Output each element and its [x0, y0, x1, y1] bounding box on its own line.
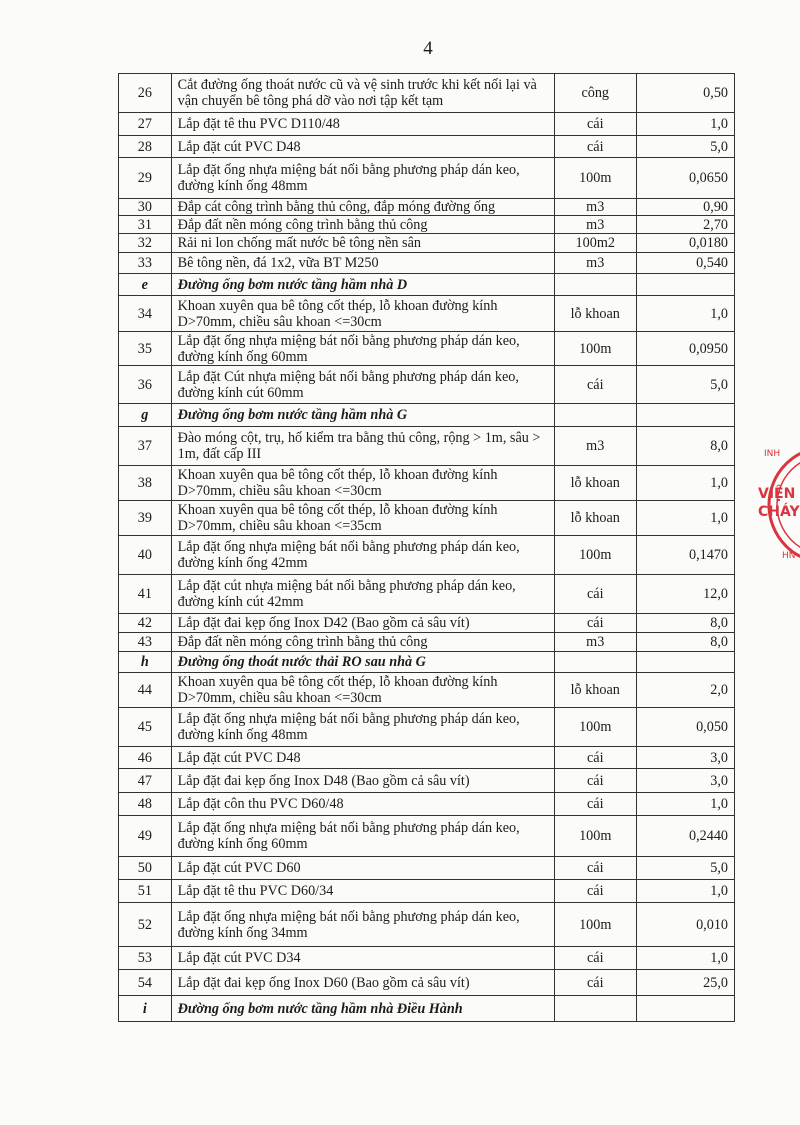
item-number: 50	[119, 857, 172, 880]
item-number: 49	[119, 816, 172, 857]
item-unit: cái	[554, 769, 636, 793]
item-number: 39	[119, 501, 172, 536]
item-unit: 100m	[554, 536, 636, 575]
item-quantity: 0,540	[636, 253, 734, 274]
item-unit: lỗ khoan	[554, 466, 636, 501]
table-row	[119, 793, 735, 816]
item-unit: m3	[554, 253, 636, 274]
item-number: 52	[119, 903, 172, 947]
table-row	[119, 466, 735, 501]
item-number: 51	[119, 880, 172, 903]
item-description: Đắp cát công trình bằng thủ công, đắp móng đường ống	[171, 199, 554, 216]
table-row	[119, 769, 735, 793]
item-description: Khoan xuyên qua bê tông cốt thép, lỗ khoan đường kính D>70mm, chiều sâu khoan <=30cm	[171, 296, 554, 332]
table-row	[119, 234, 735, 253]
item-quantity: 2,70	[636, 216, 734, 234]
item-unit	[554, 996, 636, 1022]
item-number: 35	[119, 332, 172, 366]
item-number: 54	[119, 970, 172, 996]
item-description: Lắp đặt Cút nhựa miệng bát nối bằng phương pháp dán keo, đường kính cút 60mm	[171, 366, 554, 404]
item-unit	[554, 404, 636, 427]
item-description: Lắp đặt cút PVC D48	[171, 747, 554, 769]
item-unit: lỗ khoan	[554, 501, 636, 536]
item-quantity: 5,0	[636, 366, 734, 404]
item-description: Đắp đất nền móng công trình bằng thủ công	[171, 633, 554, 652]
item-description: Lắp đặt cút PVC D48	[171, 136, 554, 158]
item-quantity: 1,0	[636, 113, 734, 136]
table-row	[119, 708, 735, 747]
item-quantity: 0,0650	[636, 158, 734, 199]
item-unit	[554, 274, 636, 296]
item-unit: cái	[554, 136, 636, 158]
item-quantity: 1,0	[636, 501, 734, 536]
item-description: Khoan xuyên qua bê tông cốt thép, lỗ khoan đường kính D>70mm, chiều sâu khoan <=35cm	[171, 501, 554, 536]
item-description: Bê tông nền, đá 1x2, vữa BT M250	[171, 253, 554, 274]
item-unit: cái	[554, 747, 636, 769]
table-row	[119, 74, 735, 113]
work-items-table	[118, 73, 735, 1022]
item-unit: lỗ khoan	[554, 673, 636, 708]
table-row	[119, 747, 735, 769]
item-description: Cắt đường ống thoát nước cũ và vệ sinh trước khi kết nối lại và vận chuyển bê tông phá dỡ vào nơi tập kết tạm	[171, 74, 554, 113]
item-number: 53	[119, 947, 172, 970]
item-description: Lắp đặt ống nhựa miệng bát nối bằng phương pháp dán keo, đường kính ống 48mm	[171, 158, 554, 199]
table-row	[119, 970, 735, 996]
item-description: Rải ni lon chống mất nước bê tông nền sân	[171, 234, 554, 253]
item-description: Đường ống bơm nước tầng hầm nhà G	[171, 404, 554, 427]
item-number: 47	[119, 769, 172, 793]
item-unit: cái	[554, 113, 636, 136]
item-number: 43	[119, 633, 172, 652]
table-row	[119, 575, 735, 614]
table-row	[119, 880, 735, 903]
item-unit: 100m	[554, 816, 636, 857]
item-quantity: 12,0	[636, 575, 734, 614]
stamp-text-mid2: CHÁY	[758, 504, 800, 520]
item-number: 44	[119, 673, 172, 708]
table-row	[119, 816, 735, 857]
item-quantity: 1,0	[636, 880, 734, 903]
section-row	[119, 652, 735, 673]
item-description: Đường ống bơm nước tầng hầm nhà Điều Hành	[171, 996, 554, 1022]
section-row	[119, 274, 735, 296]
item-quantity: 5,0	[636, 857, 734, 880]
table-row	[119, 673, 735, 708]
item-unit: cái	[554, 880, 636, 903]
item-unit: 100m	[554, 158, 636, 199]
item-quantity: 0,010	[636, 903, 734, 947]
item-unit: cái	[554, 947, 636, 970]
table-row	[119, 633, 735, 652]
item-description: Đường ống bơm nước tầng hầm nhà D	[171, 274, 554, 296]
item-unit: 100m	[554, 708, 636, 747]
item-number: h	[119, 652, 172, 673]
item-number: i	[119, 996, 172, 1022]
table-row	[119, 947, 735, 970]
table-row	[119, 136, 735, 158]
item-unit: cái	[554, 970, 636, 996]
item-unit: m3	[554, 199, 636, 216]
item-quantity: 3,0	[636, 747, 734, 769]
item-unit: cái	[554, 614, 636, 633]
item-number: 41	[119, 575, 172, 614]
red-stamp-seal	[752, 430, 800, 580]
item-number: 36	[119, 366, 172, 404]
stamp-text-mid1: VIỆN	[758, 486, 796, 502]
item-unit: m3	[554, 427, 636, 466]
item-quantity	[636, 404, 734, 427]
item-description: Lắp đặt tê thu PVC D60/34	[171, 880, 554, 903]
item-number: 29	[119, 158, 172, 199]
item-unit: cái	[554, 857, 636, 880]
item-number: 45	[119, 708, 172, 747]
page-number: 4	[423, 38, 433, 59]
item-quantity: 8,0	[636, 633, 734, 652]
item-quantity	[636, 652, 734, 673]
item-unit: 100m	[554, 332, 636, 366]
table-row	[119, 501, 735, 536]
item-number: 37	[119, 427, 172, 466]
item-unit: 100m	[554, 903, 636, 947]
item-description: Lắp đặt đai kẹp ống Inox D42 (Bao gồm cả sâu vít)	[171, 614, 554, 633]
item-quantity: 2,0	[636, 673, 734, 708]
item-description: Lắp đặt ống nhựa miệng bát nối bằng phương pháp dán keo, đường kính ống 34mm	[171, 903, 554, 947]
item-description: Lắp đặt ống nhựa miệng bát nối bằng phương pháp dán keo, đường kính ống 60mm	[171, 332, 554, 366]
item-quantity: 0,0180	[636, 234, 734, 253]
item-number: 40	[119, 536, 172, 575]
item-description: Lắp đặt ống nhựa miệng bát nối bằng phương pháp dán keo, đường kính ống 48mm	[171, 708, 554, 747]
item-quantity: 3,0	[636, 769, 734, 793]
item-number: 48	[119, 793, 172, 816]
item-description: Lắp đặt đai kẹp ống Inox D60 (Bao gồm cả sâu vít)	[171, 970, 554, 996]
item-number: 42	[119, 614, 172, 633]
item-description: Lắp đặt tê thu PVC D110/48	[171, 113, 554, 136]
item-number: 46	[119, 747, 172, 769]
item-description: Lắp đặt côn thu PVC D60/48	[171, 793, 554, 816]
table-row	[119, 216, 735, 234]
stamp-text-top: INH	[764, 449, 781, 459]
item-number: 34	[119, 296, 172, 332]
table-row	[119, 536, 735, 575]
item-unit: lỗ khoan	[554, 296, 636, 332]
item-quantity: 1,0	[636, 793, 734, 816]
section-row	[119, 404, 735, 427]
item-description: Đường ống thoát nước thải RO sau nhà G	[171, 652, 554, 673]
item-unit	[554, 652, 636, 673]
item-quantity	[636, 996, 734, 1022]
item-number: 31	[119, 216, 172, 234]
table-row	[119, 158, 735, 199]
item-quantity: 8,0	[636, 427, 734, 466]
item-number: 26	[119, 74, 172, 113]
item-quantity: 1,0	[636, 947, 734, 970]
item-unit: m3	[554, 216, 636, 234]
table-row	[119, 296, 735, 332]
item-quantity	[636, 274, 734, 296]
table-row	[119, 614, 735, 633]
table-row	[119, 903, 735, 947]
section-row	[119, 996, 735, 1022]
item-number: g	[119, 404, 172, 427]
item-quantity: 0,2440	[636, 816, 734, 857]
item-description: Lắp đặt cút nhựa miệng bát nối bằng phương pháp dán keo, đường kính cút 42mm	[171, 575, 554, 614]
item-number: 38	[119, 466, 172, 501]
item-description: Khoan xuyên qua bê tông cốt thép, lỗ khoan đường kính D>70mm, chiều sâu khoan <=30cm	[171, 673, 554, 708]
item-description: Lắp đặt ống nhựa miệng bát nối bằng phương pháp dán keo, đường kính ống 60mm	[171, 816, 554, 857]
item-number: 27	[119, 113, 172, 136]
table-row	[119, 253, 735, 274]
item-unit: cái	[554, 793, 636, 816]
item-quantity: 0,90	[636, 199, 734, 216]
item-number: e	[119, 274, 172, 296]
item-quantity: 1,0	[636, 466, 734, 501]
table-row	[119, 857, 735, 880]
item-quantity: 1,0	[636, 296, 734, 332]
item-quantity: 0,1470	[636, 536, 734, 575]
item-description: Lắp đặt cút PVC D60	[171, 857, 554, 880]
item-description: Lắp đặt đai kẹp ống Inox D48 (Bao gồm cả sâu vít)	[171, 769, 554, 793]
item-number: 30	[119, 199, 172, 216]
item-quantity: 0,50	[636, 74, 734, 113]
item-quantity: 0,0950	[636, 332, 734, 366]
item-unit: m3	[554, 633, 636, 652]
item-quantity: 0,050	[636, 708, 734, 747]
item-description: Lắp đặt ống nhựa miệng bát nối bằng phương pháp dán keo, đường kính ống 42mm	[171, 536, 554, 575]
item-unit: cái	[554, 366, 636, 404]
table-row	[119, 113, 735, 136]
item-description: Đắp đất nền móng công trình bằng thủ công	[171, 216, 554, 234]
item-unit: 100m2	[554, 234, 636, 253]
item-description: Khoan xuyên qua bê tông cốt thép, lỗ khoan đường kính D>70mm, chiều sâu khoan <=30cm	[171, 466, 554, 501]
stamp-text-bottom: HN	[782, 551, 796, 561]
table-row	[119, 332, 735, 366]
table-row	[119, 427, 735, 466]
item-description: Đào móng cột, trụ, hố kiểm tra bằng thủ công, rộng > 1m, sâu > 1m, đất cấp III	[171, 427, 554, 466]
item-quantity: 5,0	[636, 136, 734, 158]
item-number: 28	[119, 136, 172, 158]
item-number: 33	[119, 253, 172, 274]
item-quantity: 8,0	[636, 614, 734, 633]
item-quantity: 25,0	[636, 970, 734, 996]
item-description: Lắp đặt cút PVC D34	[171, 947, 554, 970]
table-row	[119, 366, 735, 404]
item-unit: cái	[554, 575, 636, 614]
item-unit: công	[554, 74, 636, 113]
item-number: 32	[119, 234, 172, 253]
table-row	[119, 199, 735, 216]
